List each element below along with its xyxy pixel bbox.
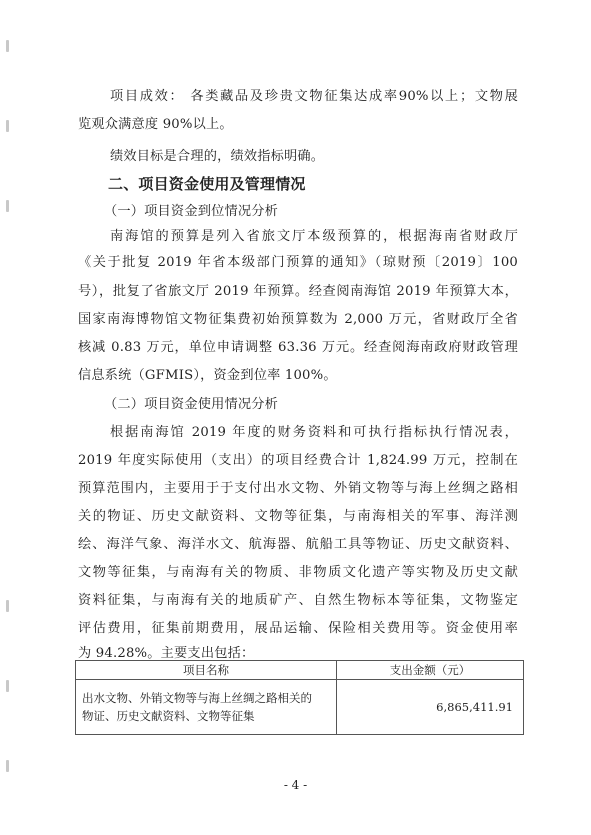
binding-hole-mark [6, 120, 9, 132]
paragraph-line: 国家南海博物馆文物征集费初始预算数为 2,000 万元，省财政厅全省 [78, 312, 518, 327]
paragraph-line: 《关于批复 2019 年省本级部门预算的通知》（琼财预〔2019〕100 [78, 255, 518, 270]
project-name-line: 物证、历史文献资料、文物等征集 [82, 709, 255, 723]
binding-hole-mark [6, 680, 9, 692]
binding-hole-mark [6, 600, 9, 612]
paragraph-line: 览观众满意度 90%以上。 [78, 117, 233, 132]
project-name-line: 出水文物、外销文物等与海上丝绸之路相关的 [82, 691, 312, 705]
paragraph-line: 绘、海洋气象、海洋水文、航海器、航船工具等物证、历史文献资料、 [78, 537, 518, 552]
project-name-cell [76, 680, 337, 735]
table-row [76, 680, 524, 735]
paragraph-line: 号），批复了省旅文厅 2019 年预算。经查阅南海馆 2019 年预算大本， [78, 284, 518, 299]
paragraph-line: 资料征集，与南海有关的地质矿产、自然生物标本等征集，文物鉴定 [78, 593, 518, 608]
paragraph-line: 预算范围内，主要用于于支付出水文物、外销文物等与海上丝绸之路相 [78, 481, 518, 496]
paragraph-line: 根据南海馆 2019 年度的财务资料和可执行指标执行情况表， [110, 425, 518, 440]
amount-cell: 6,865,411.91 [337, 680, 524, 735]
binding-hole-mark [6, 200, 9, 212]
binding-hole-mark [6, 40, 9, 52]
page-number: - 4 - [283, 778, 308, 792]
paragraph-line: 核减 0.83 万元，单位申请调整 63.36 万元。经查阅海南政府财政管理 [78, 340, 518, 355]
paragraph-line: 关的物证、历史文献资料、文物等征集，与南海相关的军事、海洋测 [78, 509, 518, 524]
column-header-amount: 支出金额（元） [337, 661, 524, 680]
table-header-row [76, 661, 524, 680]
subsection-heading: （一）项目资金到位情况分析 [104, 204, 279, 219]
subsection-heading: （二）项目资金使用情况分析 [104, 397, 279, 412]
paragraph-line: 2019 年度实际使用（支出）的项目经费合计 1,824.99 万元，控制在 [78, 453, 518, 468]
paragraph-line: 南海馆的预算是列入省旅文厅本级预算的，根据海南省财政厅 [110, 229, 518, 244]
paragraph-line: 信息系统（GFMIS），资金到位率 100%。 [78, 368, 337, 383]
binding-hole-mark [6, 760, 9, 772]
paragraph-line: 项目成效： 各类藏品及珍贵文物征集达成率90%以上；文物展 [110, 89, 518, 104]
section-heading: 二、项目资金使用及管理情况 [108, 175, 306, 193]
paragraph-line: 评估费用，征集前期费用，展品运输、保险相关费用等。资金使用率 [78, 621, 518, 636]
paragraph-text: 绩效目标是合理的，绩效指标明确。 [110, 149, 325, 164]
expenditure-table [75, 660, 524, 735]
paragraph-line: 为 94.28%。主要支出包括： [78, 646, 255, 661]
paragraph-line: 文物等征集，与南海有关的物质、非物质文化遗产等实物及历史文献 [78, 565, 518, 580]
column-header-project-name: 项目名称 [76, 661, 337, 680]
